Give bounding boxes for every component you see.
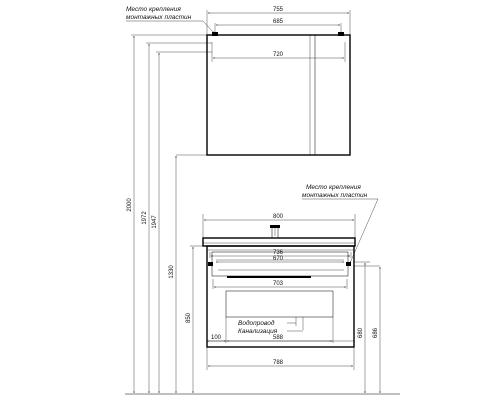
plumbing-labels <box>238 319 303 335</box>
dimension-703 <box>213 279 347 289</box>
sewer-label: Канализация <box>238 328 278 335</box>
dimension-720 <box>212 42 345 62</box>
cabinet-mount-line2: монтажных пластин <box>302 192 368 199</box>
dimension-1330 <box>169 156 176 393</box>
dim-100-label: 100 <box>210 335 222 341</box>
dim-1330-label: 1330 <box>169 265 175 279</box>
dim-685-label: 685 <box>272 19 284 25</box>
dimension-1947 <box>152 53 159 393</box>
dimension-670 <box>216 256 344 262</box>
mirror-mount-line2: монтажных пластин <box>126 14 192 21</box>
dimension-788 <box>207 347 354 370</box>
dim-1947-label: 1947 <box>152 215 158 229</box>
dim-703-label: 703 <box>272 281 284 287</box>
dimension-686 <box>373 267 380 393</box>
dim-1972-label: 1972 <box>142 211 148 225</box>
cabinet-mount-note <box>302 184 378 263</box>
dimension-685 <box>215 19 341 33</box>
dim-670-label: 670 <box>272 256 284 262</box>
dim-686-label: 686 <box>373 327 379 339</box>
dim-736-label: 736 <box>272 250 284 256</box>
dimension-2000 <box>127 36 134 393</box>
dim-788-label: 788 <box>272 360 284 366</box>
dim-720-label: 720 <box>272 52 284 58</box>
mirror-cabinet <box>207 32 350 155</box>
dimension-100 <box>207 317 226 343</box>
dimension-680 <box>358 263 365 393</box>
cabinet-mount-line1: Место крепления <box>306 184 361 191</box>
water-label: Водопровод <box>238 320 275 327</box>
dim-680-label: 680 <box>358 327 364 339</box>
dim-850-label: 850 <box>186 312 192 324</box>
mirror-mount-line1: Место крепления <box>126 6 181 13</box>
dimension-850 <box>186 247 193 393</box>
dim-2000-label: 2000 <box>127 198 133 212</box>
dim-800-label: 800 <box>272 214 284 220</box>
dim-588-label: 588 <box>272 335 284 341</box>
dim-755-label: 755 <box>272 7 284 13</box>
mirror-mount-note <box>126 6 214 33</box>
dimension-1972 <box>142 44 149 393</box>
